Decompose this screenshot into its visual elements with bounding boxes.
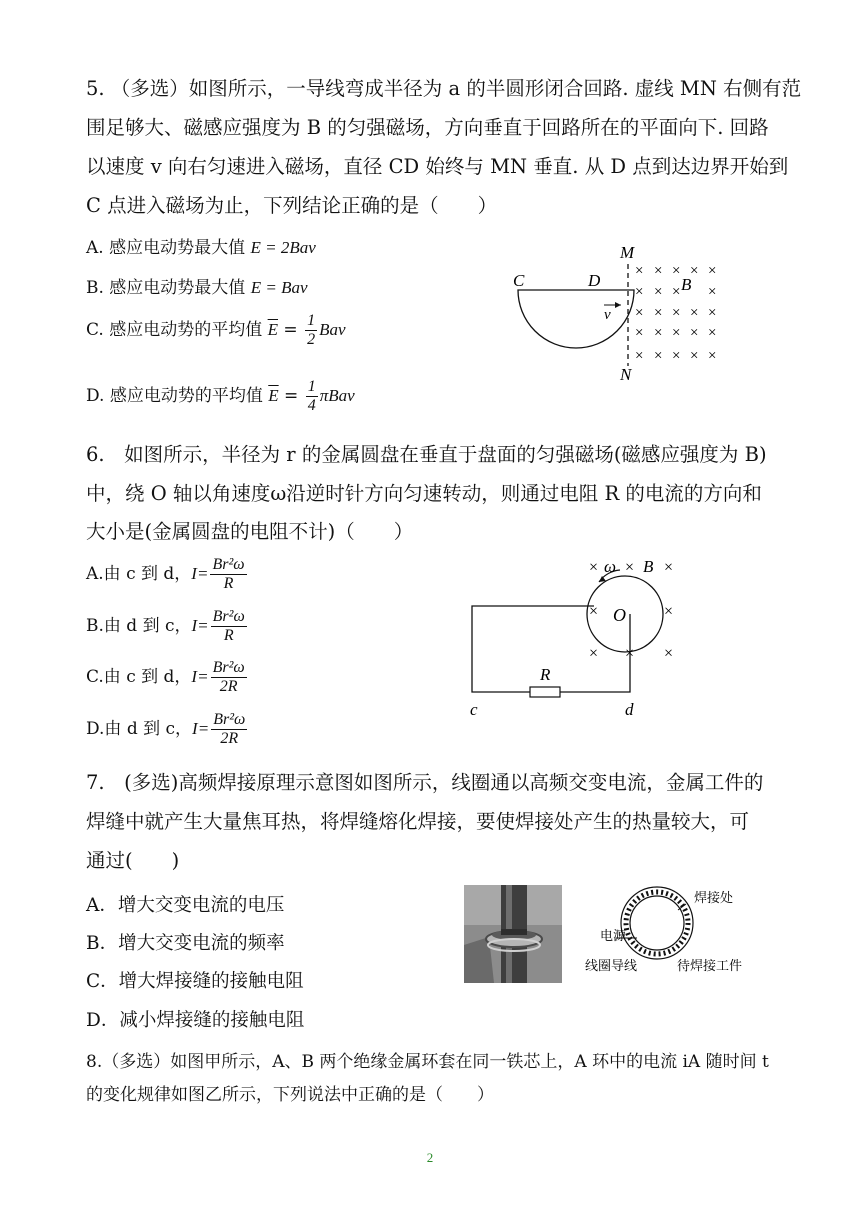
q7-line-1: 7. (多选)高频焊接原理示意图如图所示，线圈通以高频交变电流，金属工件的	[86, 771, 764, 794]
cross: ×	[664, 645, 674, 662]
q6-option-b-numerator: Br²ω	[212, 608, 245, 625]
cross: ×	[690, 305, 699, 321]
q5-option-a	[86, 233, 316, 258]
q5-option-c-fraction	[305, 312, 317, 349]
rotation-arrowhead	[599, 576, 606, 582]
magnetic-field-crosses	[589, 559, 673, 662]
cross: ×	[690, 348, 699, 364]
q7-option-a: A．增大交变电流的电压	[86, 895, 285, 916]
cross: ×	[654, 263, 663, 279]
label-power: 电源	[600, 928, 627, 943]
cross: ×	[708, 325, 717, 341]
label-m: M	[620, 243, 635, 262]
cross: ×	[708, 284, 717, 300]
q5-option-d-numerator: 1	[307, 378, 316, 395]
q5-option-a-text: A. 感应电动势最大值	[86, 238, 251, 258]
q6-rotating-disk-circuit-figure	[458, 552, 698, 722]
q5-option-d-text: D. 感应电动势的平均值	[86, 386, 269, 406]
q7-line-3: 通过( )	[86, 849, 180, 872]
page-number: 2	[426, 1150, 434, 1165]
q6-line-2: 中，绕 O 轴以角速度ω沿逆时针方向匀速转动，则通过电阻 R 的电流的方向和	[86, 482, 762, 505]
cross: ×	[654, 284, 663, 300]
q6-option-b-prefix: B.由 d 到 c，	[86, 616, 192, 636]
q5-option-c-numerator: 1	[307, 312, 316, 329]
label-r: R	[540, 665, 551, 684]
velocity-arrowhead	[615, 302, 621, 308]
q6-option-a	[86, 556, 249, 593]
cross: ×	[589, 603, 599, 620]
q5-line-2: 围足够大、磁感应强度为 B 的匀强磁场，方向垂直于回路所在的平面向下. 回路	[86, 116, 769, 139]
cross: ×	[690, 263, 699, 279]
q5-option-d-tail: πBav	[319, 386, 355, 405]
q5-option-d-denominator: 4	[307, 397, 316, 414]
q5-option-d-avg: $\overline{E}$	[268, 386, 279, 405]
q5-option-c-text: C. 感应电动势的平均值	[86, 320, 268, 340]
q6-option-a-numerator: Br²ω	[212, 556, 245, 573]
q5-option-c-avg: $\overline{E}$	[267, 320, 279, 339]
q6-option-d-fraction	[211, 711, 247, 748]
q5-option-d	[86, 378, 355, 415]
q5-option-c	[86, 312, 346, 349]
q8-line-2: 的变化规律如图乙所示，下列说法中正确的是（ ）	[86, 1085, 494, 1105]
cross: ×	[625, 559, 635, 576]
q6-line-1: 6. 如图所示，半径为 r 的金属圆盘在垂直于盘面的匀强磁场(磁感应强度为 B)	[86, 443, 767, 466]
q5-option-c-denominator: 2	[307, 331, 316, 348]
label-weld: 焊接处	[694, 890, 734, 905]
q6-option-c	[86, 659, 249, 696]
q6-option-b-fraction	[211, 608, 247, 645]
q5-option-b-text: B. 感应电动势最大值	[86, 278, 251, 298]
q6-option-c-denominator: 2R	[219, 678, 238, 695]
q5-line-4: C 点进入磁场为止，下列结论正确的是（ ）	[86, 194, 498, 217]
q5-option-d-fraction	[306, 378, 318, 415]
q5-option-b-formula: E = Bav	[250, 278, 308, 297]
semicircle-loop	[518, 290, 634, 348]
workpiece-ring	[630, 896, 684, 950]
label-coil: 线圈导线	[585, 958, 638, 973]
cross: ×	[589, 559, 599, 576]
q5-option-d-eq: =	[278, 386, 304, 406]
resistor-r	[530, 687, 560, 697]
coil-outer-ring	[621, 887, 693, 959]
q5-option-b	[86, 273, 308, 298]
cross: ×	[672, 325, 681, 341]
q6-option-a-prefix: A.由 c 到 d，	[86, 564, 192, 584]
q6-option-b	[86, 608, 249, 645]
q5-line-1: 5. （多选）如图所示，一导线弯成半径为 a 的半圆形闭合回路. 虚线 MN 右侧有范	[86, 77, 802, 100]
cross: ×	[635, 263, 644, 279]
q7-option-b: B．增大交变电流的频率	[86, 933, 285, 954]
cross: ×	[708, 305, 717, 321]
label-n: N	[620, 365, 632, 380]
q7-option-d: D．减小焊接缝的接触电阻	[86, 1010, 305, 1031]
q6-option-b-i: I=	[191, 616, 209, 635]
q5-option-a-formula: E = 2Bav	[250, 238, 316, 257]
cross: ×	[635, 348, 644, 364]
label-d: d	[625, 700, 634, 719]
welding-photo	[464, 885, 562, 983]
circuit-wire-left	[472, 606, 594, 692]
label-workpiece: 待焊接工件	[677, 958, 743, 973]
q7-line-2: 焊缝中就产生大量焦耳热，将焊缝熔化焊接，要使焊接处产生的热量较大，可	[86, 810, 750, 833]
cross: ×	[672, 284, 681, 300]
q6-option-c-prefix: C.由 c 到 d，	[86, 667, 192, 687]
q6-option-c-i: I=	[191, 667, 209, 686]
label-omega: ω	[604, 557, 617, 576]
q6-line-3: 大小是(金属圆盘的电阻不计)（ ）	[86, 520, 414, 543]
q6-option-b-denominator: R	[223, 627, 234, 644]
cross: ×	[672, 348, 681, 364]
cross: ×	[672, 263, 681, 279]
q7-option-c: C．增大焊接缝的接触电阻	[86, 971, 304, 992]
label-b: B	[643, 557, 654, 576]
cross: ×	[664, 603, 674, 620]
q6-option-d-i: I=	[192, 719, 210, 738]
cross: ×	[654, 348, 663, 364]
cross: ×	[635, 284, 644, 300]
q6-option-a-denominator: R	[223, 575, 234, 592]
q6-option-d	[86, 711, 249, 748]
q6-option-c-fraction	[211, 659, 247, 696]
q8-line-1: 8.（多选）如图甲所示，A、B 两个绝缘金属环套在同一铁芯上，A 环中的电流 iA 随时间 t	[86, 1052, 769, 1072]
q6-option-d-prefix: D.由 d 到 c，	[86, 719, 193, 739]
cross: ×	[664, 559, 674, 576]
q5-option-c-tail: Bav	[319, 320, 346, 339]
cross: ×	[690, 325, 699, 341]
label-d: D	[588, 271, 601, 290]
label-c: c	[470, 700, 478, 719]
q5-semicircle-magnetic-field-figure	[500, 238, 740, 380]
cross: ×	[589, 645, 599, 662]
q6-option-a-i: I=	[191, 564, 209, 583]
magnetic-field-crosses	[635, 263, 716, 364]
label-v: v	[604, 307, 611, 323]
cross: ×	[708, 348, 717, 364]
cross: ×	[635, 305, 644, 321]
cross: ×	[654, 305, 663, 321]
cross: ×	[708, 263, 717, 279]
cross: ×	[672, 305, 681, 321]
cross: ×	[625, 645, 635, 662]
q6-option-c-numerator: Br²ω	[212, 659, 245, 676]
welding-photo-illustration	[464, 885, 562, 983]
label-b: B	[681, 275, 692, 294]
q7-welding-schematic	[582, 880, 782, 980]
coil-windings	[626, 892, 688, 954]
q6-option-d-numerator: Br²ω	[213, 711, 246, 728]
q6-option-a-fraction	[210, 556, 246, 593]
cross: ×	[635, 325, 644, 341]
q6-option-d-denominator: 2R	[220, 730, 239, 747]
cross: ×	[654, 325, 663, 341]
q5-option-c-eq: =	[278, 320, 304, 340]
label-o: O	[613, 605, 626, 625]
q5-line-3: 以速度 v 向右匀速进入磁场，直径 CD 始终与 MN 垂直. 从 D 点到达边界开始到	[86, 155, 789, 178]
label-c: C	[513, 271, 525, 290]
